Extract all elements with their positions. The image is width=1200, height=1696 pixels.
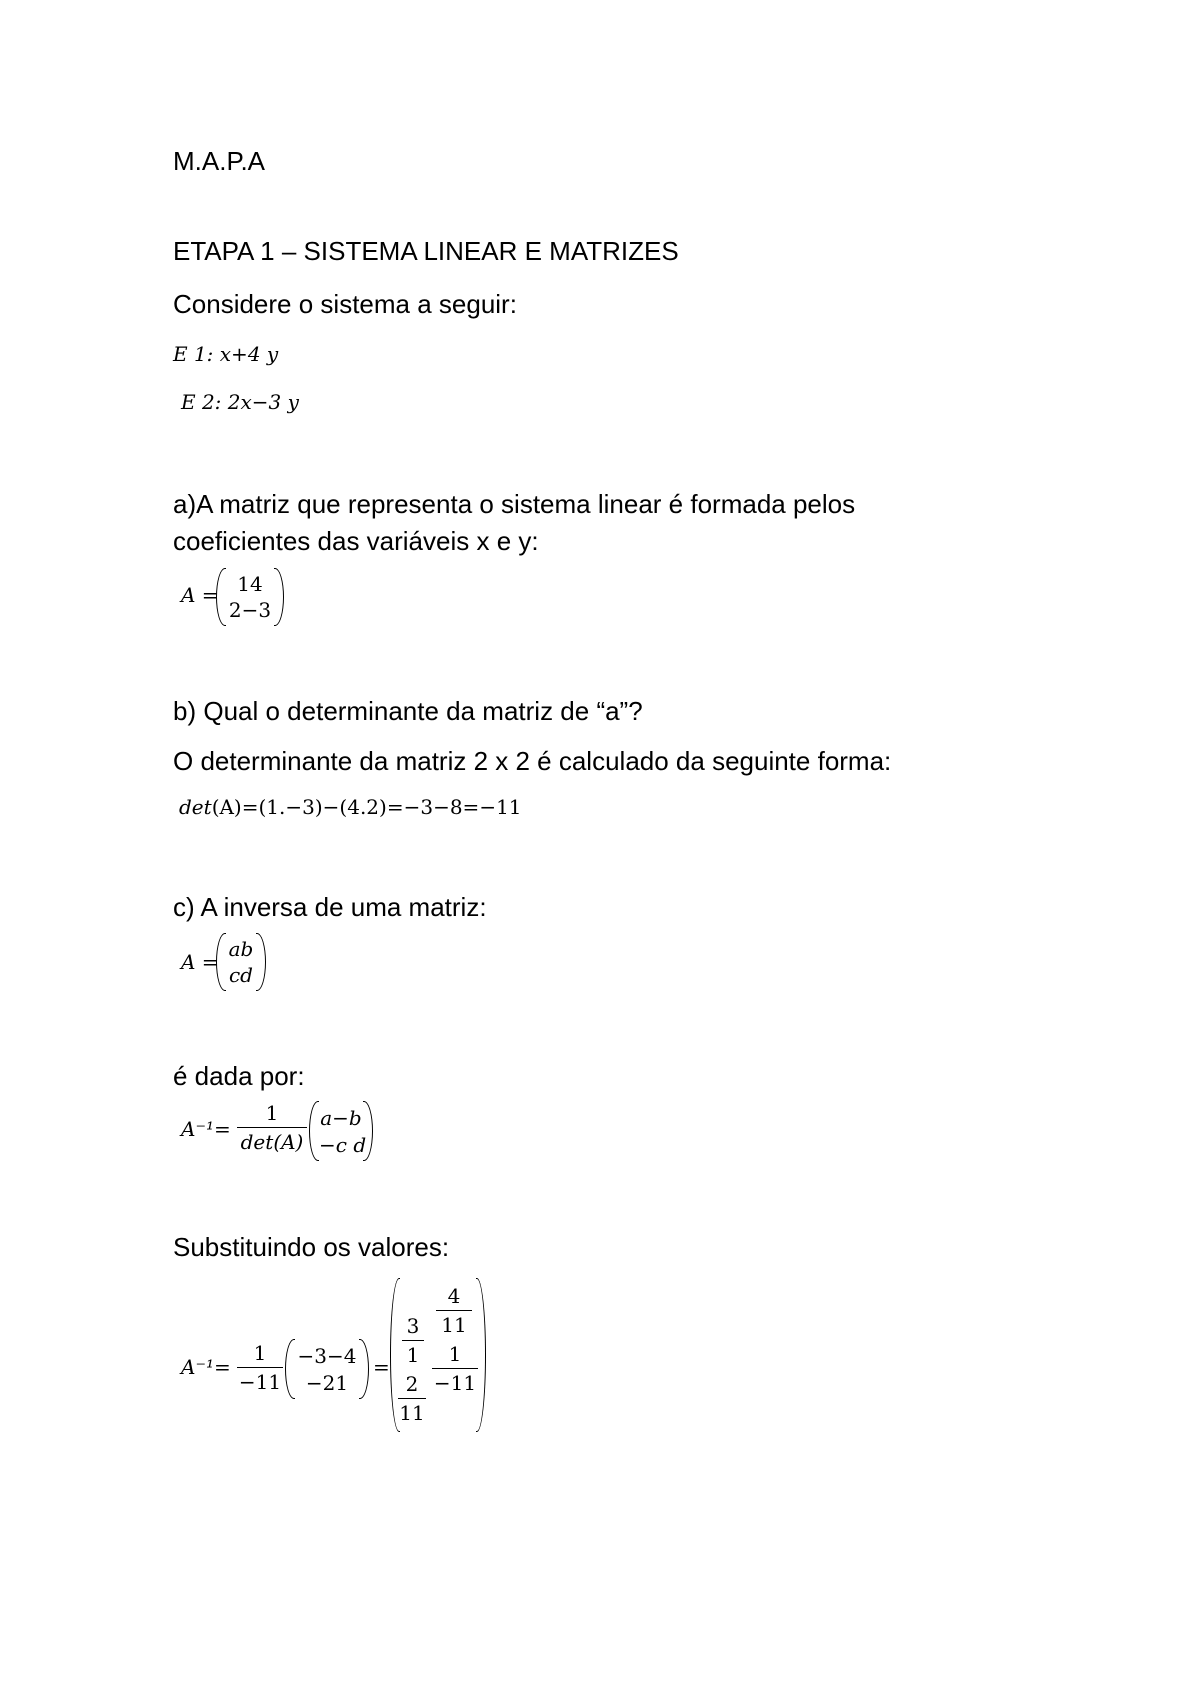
equation-e1-label: E 1: [173, 342, 214, 366]
part-b-explanation: O determinante da matriz 2 x 2 é calculado da seguinte forma: [173, 746, 892, 776]
substitution-fraction [237, 1341, 283, 1394]
intro-text: Considere o sistema a seguir: [173, 289, 517, 319]
part-c-question: c) A inversa de uma matriz: [173, 892, 487, 922]
stage-heading: ETAPA 1 – SISTEMA LINEAR E MATRIZES [173, 236, 679, 266]
substituted-matrix [285, 1339, 369, 1399]
matrix-generic-row1: ab [228, 937, 254, 961]
substituted-row2: −21 [305, 1371, 349, 1395]
fraction-numerator: 1 [265, 1101, 279, 1125]
result-mid-right-fraction [432, 1342, 478, 1395]
inverse-formula-lhs [181, 1117, 231, 1141]
fraction-bar [432, 1368, 478, 1369]
fraction-denominator: −11 [433, 1371, 477, 1395]
result-mid-left-fraction [402, 1314, 424, 1367]
inverse-formula-lhs-text: A⁻¹= [181, 1117, 231, 1141]
equation-e2-label: E 2: [181, 390, 222, 414]
part-c-lhs [181, 950, 219, 974]
fraction-denominator-arg: (A) [273, 1130, 304, 1154]
matrix-generic-row2: cd [228, 963, 253, 987]
left-paren [216, 933, 226, 991]
fraction-bar [237, 1127, 307, 1128]
document-title: M.A.P.A [173, 146, 266, 176]
part-a-lhs [181, 583, 219, 607]
right-paren [256, 933, 266, 991]
det-function: det [179, 795, 212, 819]
result-top-right-fraction [436, 1284, 472, 1337]
fraction-numerator: 2 [405, 1372, 419, 1396]
part-a-lhs-text: A = [181, 583, 219, 607]
equals-sign: = [373, 1355, 390, 1379]
inverse-formula-fraction [237, 1101, 307, 1154]
matrix-a-row1: 14 [237, 572, 263, 596]
substitution-lhs-text: A⁻¹= [181, 1355, 231, 1379]
left-paren [309, 1101, 319, 1161]
equation-e1-expr: x+4 y [219, 342, 279, 366]
equation-e2-expr: 2x−3 y [227, 390, 299, 414]
equation-e1 [173, 342, 278, 366]
determinant-equation [179, 795, 522, 819]
right-paren [359, 1339, 369, 1399]
left-paren [216, 568, 226, 626]
result-matrix [390, 1278, 486, 1432]
fraction-numerator: 3 [406, 1314, 420, 1338]
matrix-a-row2: 2−3 [228, 598, 272, 622]
part-a-text-line2: coeficientes das variáveis x e y: [173, 526, 539, 556]
given-by-text: é dada por: [173, 1061, 305, 1091]
fraction-denominator: 11 [441, 1313, 467, 1337]
fraction-bar [436, 1310, 472, 1311]
part-c-lhs-text: A = [181, 950, 219, 974]
fraction-denominator [237, 1130, 307, 1154]
fraction-numerator: 1 [253, 1341, 267, 1365]
fraction-denominator: 11 [399, 1401, 425, 1425]
fraction-bar [398, 1398, 426, 1399]
right-paren [274, 568, 284, 626]
fraction-denominator: −11 [238, 1370, 282, 1394]
part-a-text-line1: a)A matriz que representa o sistema linear é formada pelos [173, 489, 856, 519]
fraction-bar [237, 1367, 283, 1368]
substituted-row1: −3−4 [297, 1344, 357, 1368]
adjugate-row2: −c d [319, 1133, 367, 1157]
matrix-a [216, 568, 284, 626]
fraction-numerator: 4 [447, 1284, 461, 1308]
substitution-lhs [181, 1355, 231, 1379]
adjugate-row1: a−b [320, 1106, 362, 1130]
part-b-question: b) Qual o determinante da matriz de “a”? [173, 696, 643, 726]
adjugate-matrix [309, 1101, 373, 1161]
equation-e2 [181, 390, 299, 414]
result-bottom-left-fraction [398, 1372, 426, 1425]
fraction-numerator: 1 [448, 1342, 462, 1366]
matrix-generic [216, 933, 266, 991]
det-expression: (A)=(1.−3)−(4.2)=−3−8=−11 [211, 795, 522, 819]
fraction-bar [402, 1340, 424, 1341]
fraction-denominator-fn: det [240, 1130, 274, 1154]
substitution-label: Substituindo os valores: [173, 1232, 450, 1262]
left-paren [285, 1339, 295, 1399]
fraction-denominator: 1 [406, 1343, 420, 1367]
